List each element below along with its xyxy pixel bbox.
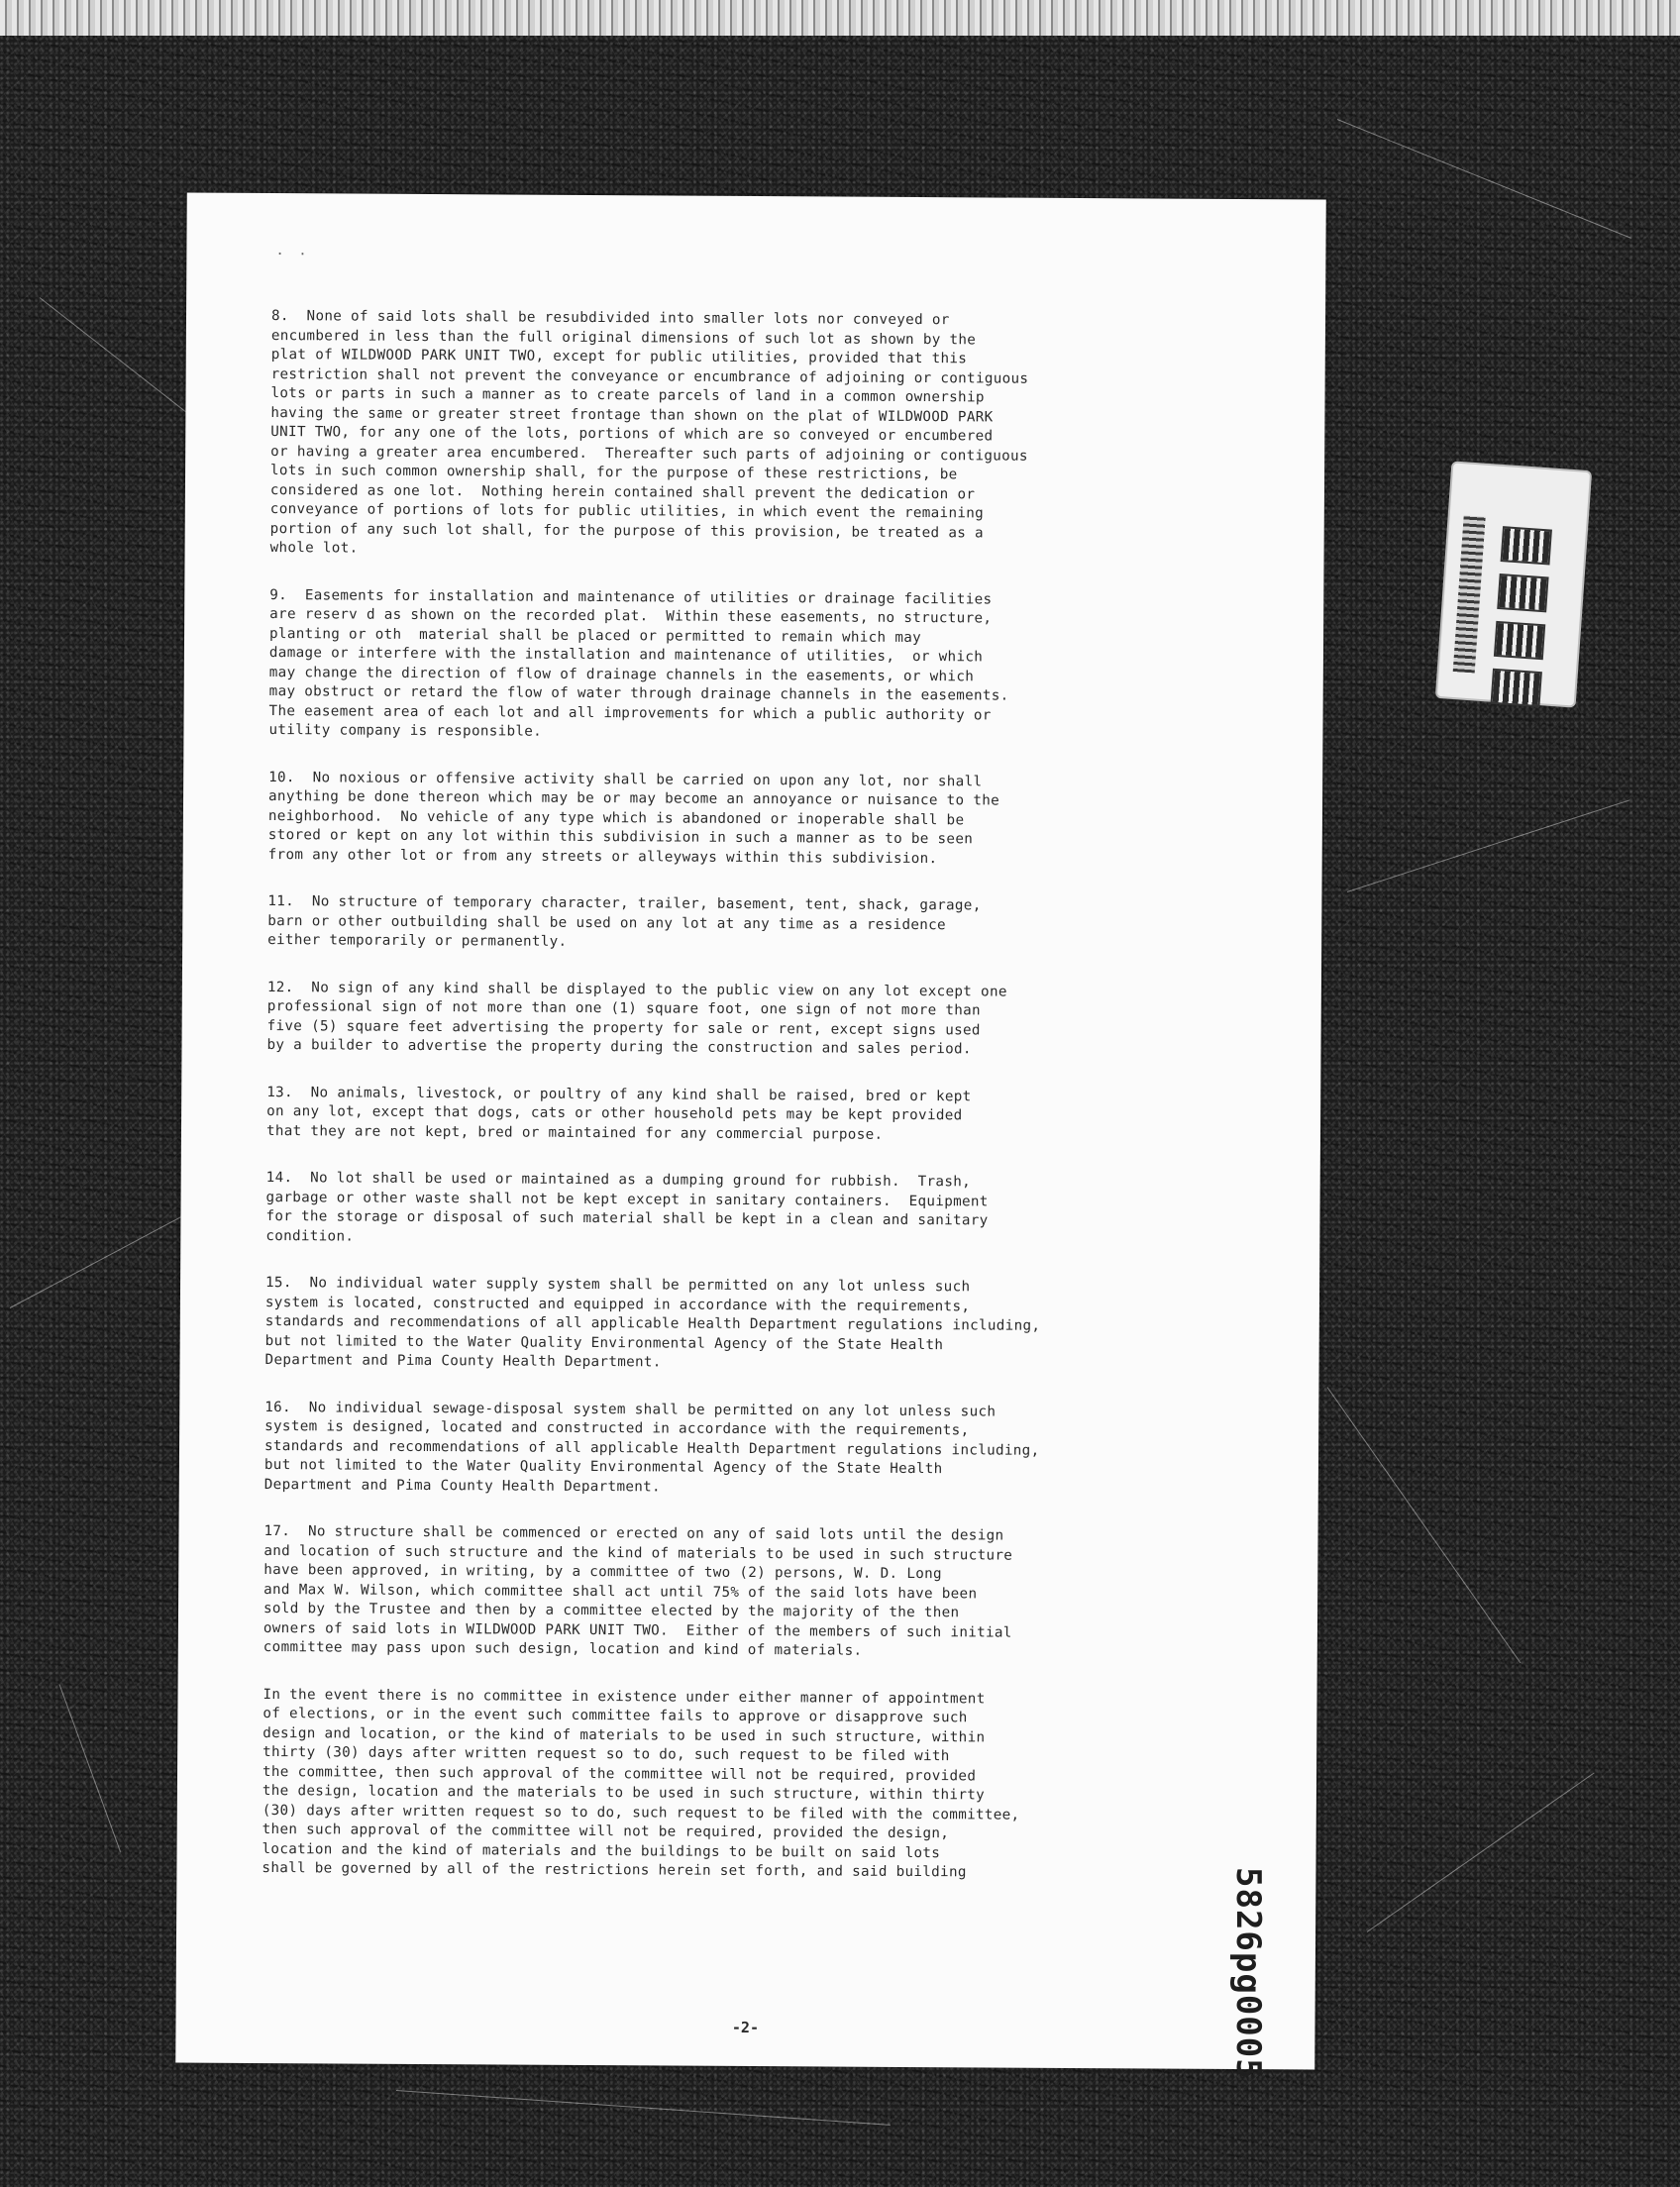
paragraph-committee: In the event there is no committee in existence under either manner of appointment of elections, or in the event such committee fails to approve or disapprove such design and location, or the kind of materials to be used in such structure, within thirty (30) days after written request so to do, such request to be filed with the committee, then such approval of the committee will not be required, provided the design, location and the materials to be used in such structure, within thirty (30) days after written request so to do, such request to be filed with the committee, then such approval of the committee will not be required, provided the design, location and the kind of materials and the buildings to be built on said lots shall be governed by all of the restrictions herein set forth, and said building <box>262 1686 1020 1881</box>
scan-scratch <box>1347 799 1630 892</box>
stamp-slot <box>1501 526 1552 565</box>
scan-scratch <box>1337 119 1631 239</box>
stamp-barcode-strip <box>1453 515 1486 673</box>
stamp-slot <box>1494 621 1545 660</box>
stamp-slots <box>1490 526 1562 720</box>
scan-scratch <box>396 2090 891 2126</box>
paragraph-17: 17. No structure shall be commenced or erected on any of said lots until the design and location of such structure and the kind of materials to be used in such structure have been approved, in writing, by a committee of two (2) persons, W. D. Long and Max W. Wilson, which committee shall act until 75% of the said lots have been sold by the Trustee and then by a committee elected by the majority of the then owners of said lots in WILDWOOD PARK UNIT TWO. Either of the members of such initial committee may pass upon such design, location and kind of materials. <box>262 1523 1013 1659</box>
page-number: -2- <box>731 2018 760 2037</box>
scan-top-edge <box>0 0 1680 36</box>
paragraph-13: 13. No animals, livestock, or poultry of any kind shall be raised, bred or kept on any lot, except that dogs, cats or other household pets may be kept provided that they are not kept, bred or maintained for any commercial purpose. <box>265 1084 972 1143</box>
scan-scratch <box>1367 1772 1595 1931</box>
paragraph-9: 9. Easements for installation and maintenance of utilities or drainage facilities are reserv d as shown on the recorded plat. Within these easements, no structure, planting or oth material shall be placed or permitted to remain which may damage or interfere with the installation and maintenance of utilities, or which may change the direction of flow of drainage channels in the easements, or which may obstruct or retard the flow of water through drainage channels in the easements. The easement area of each lot and all improvements for which a public authority or utility company is responsible. <box>268 586 1009 740</box>
paragraph-10: 10. No noxious or offensive activity shall be carried on upon any lot, nor shall anything be done thereon which may be or may become an annoyance or nuisance to the neighborhood. No vehicle of any type which is abandoned or inoperable shall be stored or kept on any lot within this subdivision in such a manner as to be seen from any other lot or from any streets or alleyways within this subdivision. <box>267 769 1000 867</box>
book-page-reference <box>1228 1867 1268 1907</box>
document-page <box>175 193 1326 2070</box>
stamp-slot <box>1497 573 1548 612</box>
stamp-slot <box>1491 669 1542 707</box>
scan-scratch <box>59 1684 122 1851</box>
paragraph-14: 14. No lot shall be used or maintained as a dumping ground for rubbish. Trash, garbage or other waste shall not be kept except in sanitary containers. Equipment for the storage or disposal of such material shall be kept in a clean and sanitary condition. <box>265 1170 989 1245</box>
paragraph-15: 15. No individual water supply system shall be permitted on any lot unless such system is located, constructed and equipped in accordance with the requirements, standards and recommendations of all applicable Health Department regulations including, but not limited to the Water Quality Environmental Agency of the State Health Department and Pima County Health Department. <box>264 1275 1041 1371</box>
paragraph-8: 8. None of said lots shall be resubdivided into smaller lots nor conveyed or encumbered in less than the full original dimensions of such lot as shown by the plat of WILDWOOD PARK UNIT TWO, except for public utilities, provided that this restriction shall not prevent the conveyance or encumbrance of adjoining or contiguous lots or parts in such a manner as to create parcels of land in a common ownership having the same or greater street frontage than shown on the plat of WILDWOOD PARK UNIT TWO, for any one of the lots, portions of which are so conveyed or encumbered or having a greater area encumbered. Thereafter such parts of adjoining or contiguous lots in such common ownership shall, for the purpose of these restrictions, be considered as one lot. Nothing herein contained shall prevent the dedication or conveyance of portions of lots for public utilities, in which event the remaining portion of any such lot shall, for the purpose of this provision, be treated as a whole lot. <box>269 308 1029 557</box>
page-marks: . . <box>275 243 310 260</box>
scan-scratch <box>1327 1387 1522 1663</box>
recording-stamp <box>1435 461 1592 707</box>
paragraph-16: 16. No individual sewage-disposal system shall be permitted on any lot unless such system is designed, located and constructed in accordance with the requirements, standards and recommendations of all applicable Health Department regulations including, but not limited to the Water Quality Environmental Agency of the State Health Department and Pima County Health Department. <box>263 1399 1040 1495</box>
document-body <box>262 307 1262 1913</box>
paragraph-11: 11. No structure of temporary character, trailer, basement, tent, shack, garage, barn or other outbuilding shall be used on any lot at any time as a residence either temporarily or permanently. <box>267 893 982 950</box>
paragraph-12: 12. No sign of any kind shall be displayed to the public view on any lot except one professional sign of not more than one (1) square foot, one sign of not more than five (5) square feet advertising the property for sale or rent, except signs used by a builder to advertise the property during the construction and sales period. <box>266 979 1007 1058</box>
